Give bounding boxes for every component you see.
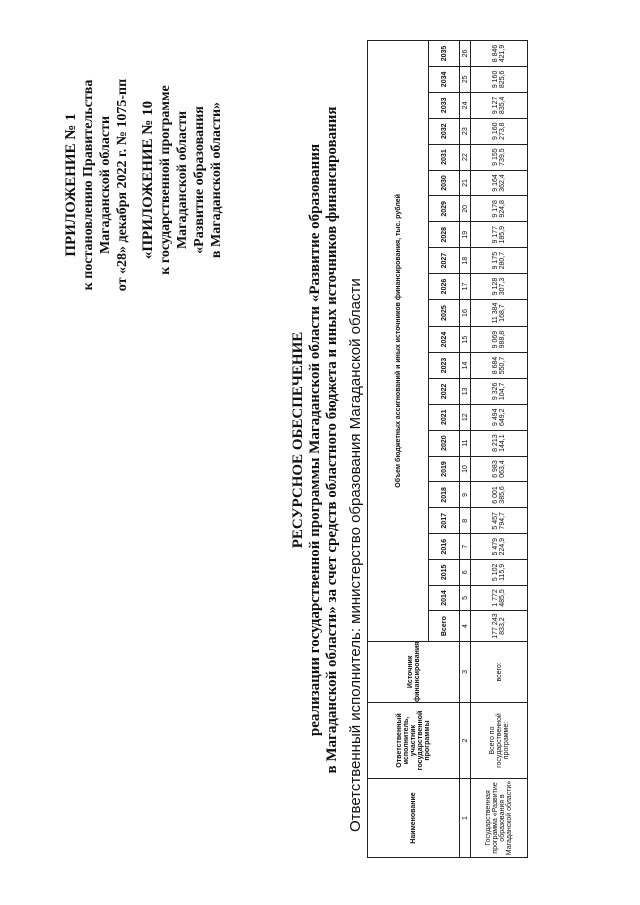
header-year: 2031 bbox=[429, 144, 460, 170]
heading-line-1: РЕСУРСНОЕ ОБЕСПЕЧЕНИЕ bbox=[290, 331, 306, 549]
header-year: 2020 bbox=[429, 430, 460, 456]
document-page bbox=[25, 0, 625, 880]
column-number: 21 bbox=[460, 170, 471, 196]
header-year: 2025 bbox=[429, 299, 460, 326]
column-number: 14 bbox=[460, 353, 471, 379]
year-value: 1 772 485,5 bbox=[471, 585, 528, 611]
appendix-1-line: Магаданской области bbox=[98, 115, 113, 255]
header-year: 2027 bbox=[429, 248, 460, 274]
appendix-1-line: к постановлению Правительства bbox=[81, 79, 96, 291]
column-number: 2 bbox=[460, 703, 471, 779]
year-value: 9 160 825,6 bbox=[471, 66, 528, 92]
header-year: 2023 bbox=[429, 353, 460, 379]
header-year: 2032 bbox=[429, 118, 460, 144]
column-number: 18 bbox=[460, 248, 471, 274]
year-value: 9 175 280,7 bbox=[471, 248, 528, 274]
column-number: 15 bbox=[460, 327, 471, 353]
column-number: 17 bbox=[460, 274, 471, 300]
appendix-1-block bbox=[63, 60, 131, 310]
appendix-10-line: к государственной программе bbox=[158, 85, 173, 275]
heading-line-3: в Магаданской области» за счет средств областного бюджета и иных источников финансирования bbox=[324, 106, 340, 774]
header-year: 2026 bbox=[429, 274, 460, 300]
year-value: 8 846 421,9 bbox=[471, 41, 528, 67]
column-number: 22 bbox=[460, 144, 471, 170]
column-number: 1 bbox=[460, 779, 471, 858]
header-year: 2024 bbox=[429, 327, 460, 353]
year-value: 6 001 385,6 bbox=[471, 482, 528, 508]
column-number: 9 bbox=[460, 482, 471, 508]
header-year: 2030 bbox=[429, 170, 460, 196]
year-value: 9 127 835,4 bbox=[471, 92, 528, 118]
resource-table bbox=[367, 40, 528, 858]
column-number: 3 bbox=[460, 641, 471, 702]
appendix-10-line: в Магаданской области» bbox=[209, 101, 224, 259]
year-value: 9 155 739,5 bbox=[471, 144, 528, 170]
header-year: 2028 bbox=[429, 222, 460, 248]
year-value: 9 326 104,7 bbox=[471, 378, 528, 404]
heading-line-2: реализации государственной программы Магаданской области «Развитие образования bbox=[307, 143, 323, 737]
column-number: 25 bbox=[460, 66, 471, 92]
header-responsible: Ответственный исполнитель, участник государственной программы bbox=[368, 703, 460, 779]
column-number: 12 bbox=[460, 404, 471, 430]
header-year: 2034 bbox=[429, 66, 460, 92]
column-number: 6 bbox=[460, 560, 471, 585]
year-value: 6 983 063,4 bbox=[471, 456, 528, 482]
column-number: 11 bbox=[460, 430, 471, 456]
document-heading bbox=[290, 40, 341, 840]
responsible-executor: Ответственный исполнитель: министерство образования Магаданской области bbox=[347, 278, 364, 832]
header-total: Всего bbox=[429, 611, 460, 641]
year-value: 9 178 924,8 bbox=[471, 196, 528, 222]
year-value: 9 494 649,2 bbox=[471, 404, 528, 430]
year-value: 8 684 550,7 bbox=[471, 353, 528, 379]
header-year: 2022 bbox=[429, 378, 460, 404]
header-year: 2014 bbox=[429, 585, 460, 611]
column-number: 23 bbox=[460, 118, 471, 144]
column-number: 5 bbox=[460, 585, 471, 611]
header-year: 2017 bbox=[429, 508, 460, 534]
column-number: 8 bbox=[460, 508, 471, 534]
appendix-10-line: «Развитие образования bbox=[192, 106, 207, 254]
year-value: 9 069 988,8 bbox=[471, 327, 528, 353]
column-number: 13 bbox=[460, 378, 471, 404]
header-year: 2029 bbox=[429, 196, 460, 222]
row-total: 177 243 833,2 bbox=[471, 611, 528, 641]
header-year: 2019 bbox=[429, 456, 460, 482]
header-year: 2018 bbox=[429, 482, 460, 508]
row-responsible: Всего по государственной программе: bbox=[471, 703, 528, 779]
year-value: 9 160 273,8 bbox=[471, 118, 528, 144]
year-value: 11 384 168,7 bbox=[471, 299, 528, 326]
header-year: 2016 bbox=[429, 534, 460, 560]
header-year: 2033 bbox=[429, 92, 460, 118]
appendix-10-title: «ПРИЛОЖЕНИЕ № 10 bbox=[140, 100, 156, 260]
column-number: 26 bbox=[460, 41, 471, 67]
row-name: Государственная программа «Развитие образования в Магаданской области» bbox=[471, 779, 528, 858]
year-value: 9 128 307,3 bbox=[471, 274, 528, 300]
header-year: 2015 bbox=[429, 560, 460, 585]
header-name: Наименование bbox=[368, 779, 460, 858]
column-number: 10 bbox=[460, 456, 471, 482]
header-source: Источник финансирования bbox=[368, 641, 460, 702]
column-number: 20 bbox=[460, 196, 471, 222]
year-value: 9 177 185,9 bbox=[471, 222, 528, 248]
year-value: 9 164 362,4 bbox=[471, 170, 528, 196]
column-number: 24 bbox=[460, 92, 471, 118]
header-year: 2021 bbox=[429, 404, 460, 430]
column-number: 19 bbox=[460, 222, 471, 248]
appendix-10-line: Магаданской области bbox=[175, 110, 190, 250]
year-value: 5 102 115,9 bbox=[471, 560, 528, 585]
appendix-1-title: ПРИЛОЖЕНИЕ № 1 bbox=[63, 113, 79, 257]
appendix-10-block bbox=[140, 65, 225, 295]
year-value: 5 457 794,7 bbox=[471, 508, 528, 534]
column-number: 7 bbox=[460, 534, 471, 560]
row-source: всего: bbox=[471, 641, 528, 702]
header-year: 2035 bbox=[429, 41, 460, 67]
column-number: 4 bbox=[460, 611, 471, 641]
year-value: 5 479 224,9 bbox=[471, 534, 528, 560]
column-number: 16 bbox=[460, 299, 471, 326]
header-volume: Объем бюджетных ассигнований и иных источников финансирования, тыс. рублей bbox=[368, 41, 429, 642]
year-value: 8 213 144,1 bbox=[471, 430, 528, 456]
appendix-1-line: от «28» декабря 2022 г. № 1075-пп bbox=[115, 78, 130, 292]
